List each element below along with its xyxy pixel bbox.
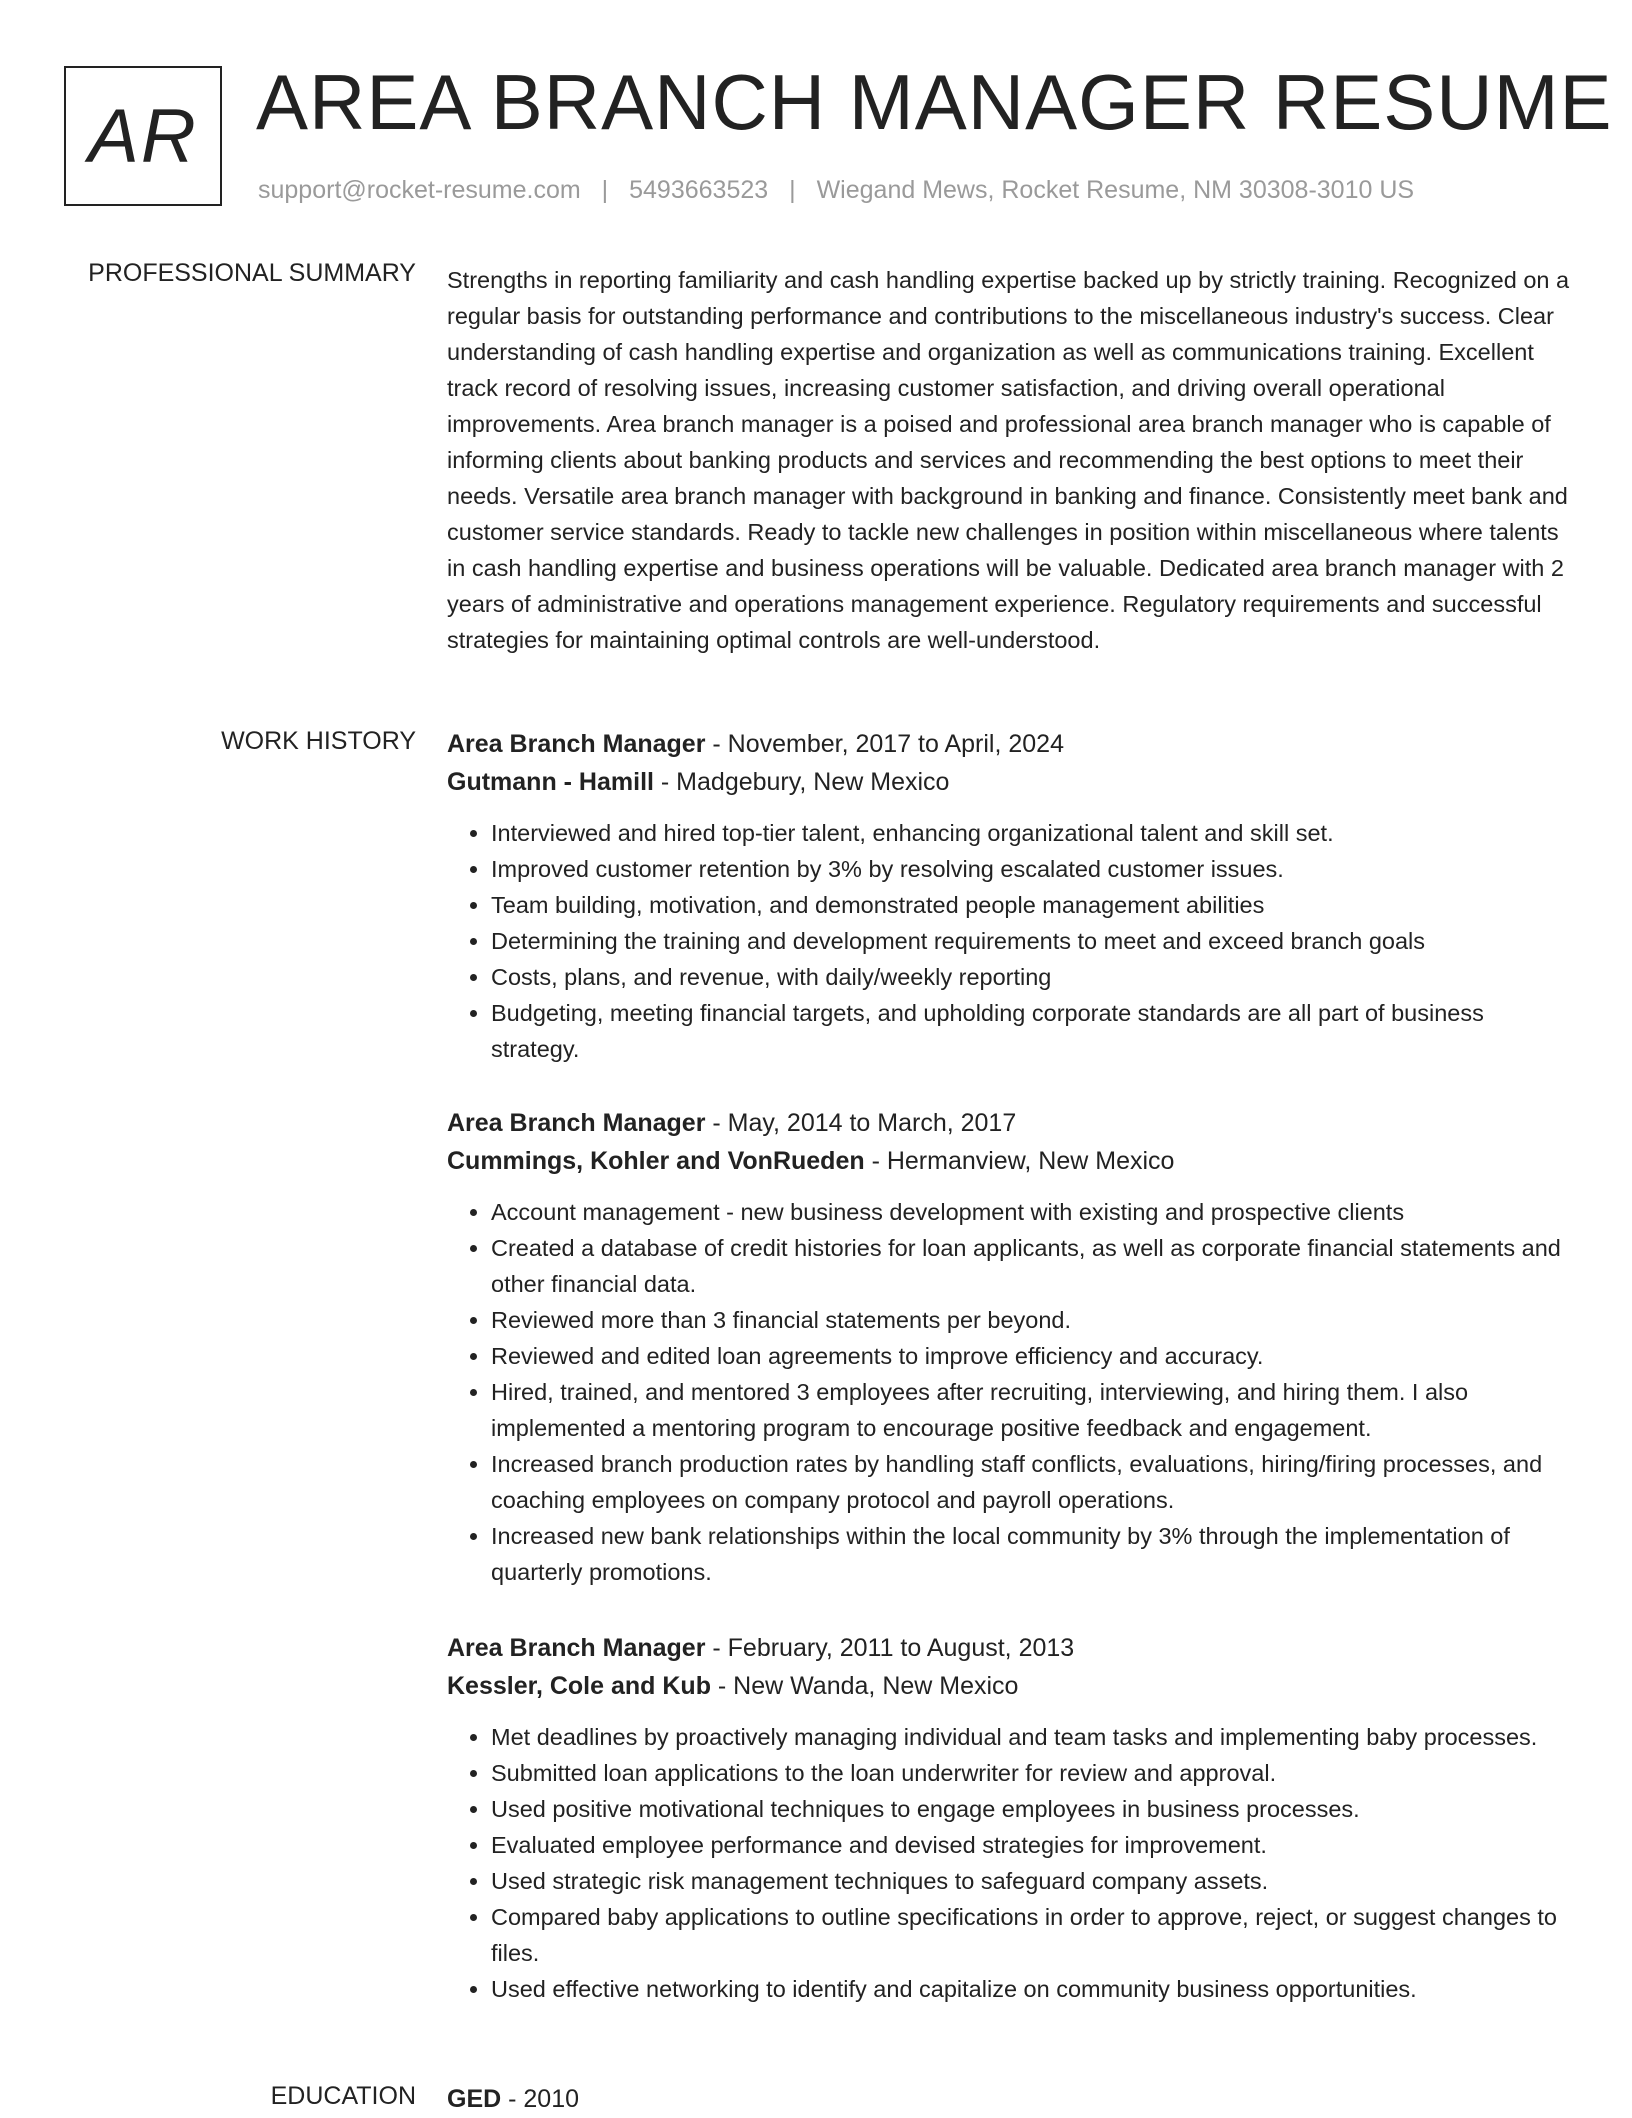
list-item: • Created a database of credit histories for loan applicants, as well as corporate financial statements and other financial data.: [491, 1230, 1572, 1302]
list-item: • Budgeting, meeting financial targets, and upholding corporate standards are all part of business strategy.: [491, 995, 1572, 1067]
job-title-line: [447, 1104, 1572, 1142]
job-company-line: [447, 763, 1572, 801]
job-location: - Madgebury, New Mexico: [653, 768, 950, 796]
job-bullet-list: [447, 815, 1572, 1067]
list-item: • Used strategic risk management techniques to safeguard company assets.: [491, 1863, 1572, 1899]
list-item: • Interviewed and hired top-tier talent, enhancing organizational talent and skill set.: [491, 815, 1572, 851]
list-item: • Improved customer retention by 3% by resolving escalated customer issues.: [491, 851, 1572, 887]
education-degree: GED: [447, 2085, 502, 2113]
section-label-education: EDUCATION: [270, 2082, 416, 2110]
contact-address: Wiegand Mews, Rocket Resume, NM 30308-3010 US: [816, 176, 1415, 204]
contact-separator: |: [789, 176, 796, 204]
contact-line: [258, 176, 1414, 205]
job-title: Area Branch Manager: [447, 1634, 706, 1662]
list-item: • Increased branch production rates by handling staff conflicts, evaluations, hiring/firing processes, and coaching employees on company protocol and payroll operations.: [491, 1446, 1572, 1518]
job-entry-2: [447, 1104, 1572, 1590]
list-item: • Costs, plans, and revenue, with daily/weekly reporting: [491, 959, 1572, 995]
job-dates: - November, 2017 to April, 2024: [705, 730, 1064, 758]
job-title-line: [447, 725, 1572, 763]
list-item: • Determining the training and development requirements to meet and exceed branch goals: [491, 923, 1572, 959]
list-item: • Submitted loan applications to the loan underwriter for review and approval.: [491, 1755, 1572, 1791]
job-company-line: [447, 1142, 1572, 1180]
contact-separator: |: [601, 176, 609, 204]
list-item: • Used effective networking to identify and capitalize on community business opportunities.: [491, 1971, 1572, 2007]
list-item: • Evaluated employee performance and devised strategies for improvement.: [491, 1827, 1572, 1863]
contact-email: support@rocket-resume.com: [258, 176, 581, 204]
list-item: • Compared baby applications to outline specifications in order to approve, reject, or suggest changes to files.: [491, 1899, 1572, 1971]
list-item: • Reviewed more than 3 financial statements per beyond.: [491, 1302, 1572, 1338]
job-bullet-list: [447, 1194, 1572, 1590]
list-item: • Team building, motivation, and demonstrated people management abilities: [491, 887, 1572, 923]
education-year: - 2010: [501, 2085, 580, 2113]
section-label-summary: PROFESSIONAL SUMMARY: [88, 259, 416, 287]
monogram-logo: AR: [64, 66, 222, 206]
job-company: Gutmann - Hamill: [447, 768, 654, 796]
job-dates: - February, 2011 to August, 2013: [705, 1634, 1075, 1662]
list-item: • Hired, trained, and mentored 3 employees after recruiting, interviewing, and hiring them. I also implemented a mentoring program to encourage positive feedback and engagement.: [491, 1374, 1572, 1446]
job-bullet-list: [447, 1719, 1572, 2007]
job-title: Area Branch Manager: [447, 1109, 706, 1137]
list-item: • Increased new bank relationships within the local community by 3% through the implementation of quarterly promotions.: [491, 1518, 1572, 1590]
contact-phone: 5493663523: [629, 176, 769, 204]
list-item: • Reviewed and edited loan agreements to improve efficiency and accuracy.: [491, 1338, 1572, 1374]
job-location: - New Wanda, New Mexico: [710, 1672, 1019, 1700]
page-title: AREA BRANCH MANAGER RESUME: [256, 58, 1613, 146]
job-title-line: [447, 1629, 1572, 1667]
list-item: • Used positive motivational techniques to engage employees in business processes.: [491, 1791, 1572, 1827]
job-location: - Hermanview, New Mexico: [864, 1147, 1175, 1175]
job-entry-3: [447, 1629, 1572, 2007]
education-entry: [447, 2080, 579, 2118]
job-company: Kessler, Cole and Kub: [447, 1672, 711, 1700]
section-label-work-history: WORK HISTORY: [221, 727, 416, 755]
job-dates: - May, 2014 to March, 2017: [705, 1109, 1017, 1137]
professional-summary: Strengths in reporting familiarity and cash handling expertise backed up by strictly training. Recognized on a regular basis for outstanding performance and contributions to the miscellaneous industry's success. Clear understanding of cash handling expertise and organization as well as communications training. Excellent track record of resolving issues, increasing customer satisfaction, and driving overall operational improvements. Area branch manager is a poised and professional area branch manager who is capable of informing clients about banking products and services and recommending the best options to meet their needs. Versatile area branch manager with background in banking and finance. Consistently meet bank and customer service standards. Ready to tackle new challenges in position within miscellaneous where talents in cash handling expertise and business operations will be valuable. Dedicated area branch manager with 2 years of administrative and operations management experience. Regulatory requirements and successful strategies for maintaining optimal controls are well-understood.: [447, 267, 1570, 653]
job-company: Cummings, Kohler and VonRueden: [447, 1147, 865, 1175]
job-title: Area Branch Manager: [447, 730, 706, 758]
job-entry-1: [447, 725, 1572, 1067]
job-company-line: [447, 1667, 1572, 1705]
list-item: • Met deadlines by proactively managing individual and team tasks and implementing baby processes.: [491, 1719, 1572, 1755]
list-item: • Account management - new business development with existing and prospective clients: [491, 1194, 1572, 1230]
